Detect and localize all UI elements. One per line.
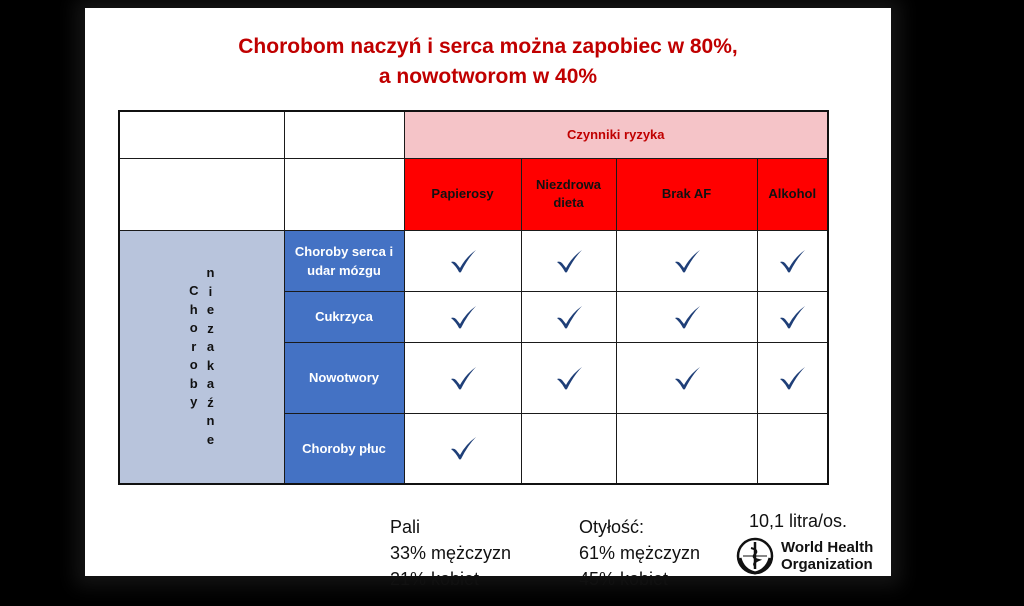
side-label-letter: C [189,283,199,299]
title-line-2: a nowotworom w 40% [378,65,598,88]
check-cell [521,342,616,413]
side-label-letter: y [190,394,198,410]
checkmark-icon [554,304,584,330]
check-cell [757,230,828,291]
side-label-letter: k [206,357,215,373]
disease-label: Nowotwory [284,342,404,413]
who-logo [735,536,895,576]
side-label-letter: o [189,357,198,373]
smoking-women: 21% kobiet [390,569,480,589]
check-cell [757,342,828,413]
check-cell [521,413,616,484]
empty-cell [284,111,404,158]
checkmark-icon [672,248,702,274]
side-label-letter: n [206,265,215,281]
checkmark-icon [672,365,702,391]
who-line-1: World Health [781,539,874,556]
checkmark-icon [448,435,478,461]
side-label-word-1 [189,264,198,449]
who-line-2: Organization [781,556,873,573]
checkmark-icon [672,304,702,330]
checkmark-icon [777,248,807,274]
smoking-stats [390,514,511,592]
side-label-letter: e [206,302,215,318]
check-cell [616,413,757,484]
side-label-letter: a [206,376,215,392]
check-cell [757,291,828,342]
checkmark-icon [448,248,478,274]
side-label-letter: a [206,339,215,355]
side-label-letter: b [189,375,198,391]
checkmark-icon [777,365,807,391]
obesity-stats [579,514,700,592]
checkmark-icon [777,304,807,330]
check-cell [616,291,757,342]
check-cell [404,413,521,484]
checkmark-icon [554,365,584,391]
alcohol-stat: 10,1 litra/os. [749,511,848,531]
risk-factor-table [118,110,829,485]
obesity-title: Otyłość: [579,517,645,537]
check-cell [616,342,757,413]
factor-header: Papierosy [404,158,521,230]
check-cell [521,291,616,342]
slide-title [85,32,891,92]
obesity-women: 45% kobiet [579,569,669,589]
obesity-men: 61% mężczyzn [579,543,701,563]
side-label-letter: h [189,301,198,317]
side-label-letter: o [189,320,198,336]
checkmark-icon [554,248,584,274]
side-label-letter: n [206,413,215,429]
disease-label: Choroby serca i udar mózgu [284,230,404,291]
empty-cell [119,158,284,230]
checkmark-icon [448,365,478,391]
checkmark-icon [448,304,478,330]
factor-header: Alkohol [757,158,828,230]
empty-cell [119,111,284,158]
side-label-letter: i [208,283,213,299]
group-header: Czynniki ryzyka [404,111,828,158]
title-line-1: Chorobom naczyń i serca można zapobiec w 80%, [238,35,738,58]
side-label-letter: e [206,431,215,447]
disease-label: Choroby płuc [284,413,404,484]
check-cell [404,342,521,413]
check-cell [757,413,828,484]
factor-header: Niezdrowa dieta [521,158,616,230]
factor-header: Brak AF [616,158,757,230]
side-label-word-2 [206,264,214,449]
side-label-letter: r [191,338,197,354]
who-emblem-icon [735,536,775,576]
check-cell [404,291,521,342]
smoking-title: Pali [390,517,421,537]
slide [85,8,891,589]
disease-label: Cukrzyca [284,291,404,342]
side-label-letter: ź [207,394,214,410]
empty-cell [284,158,404,230]
smoking-men: 33% mężczyzn [390,543,512,563]
side-label-letter: z [207,320,214,336]
check-cell [616,230,757,291]
check-cell [404,230,521,291]
side-label [119,230,284,484]
check-cell [521,230,616,291]
